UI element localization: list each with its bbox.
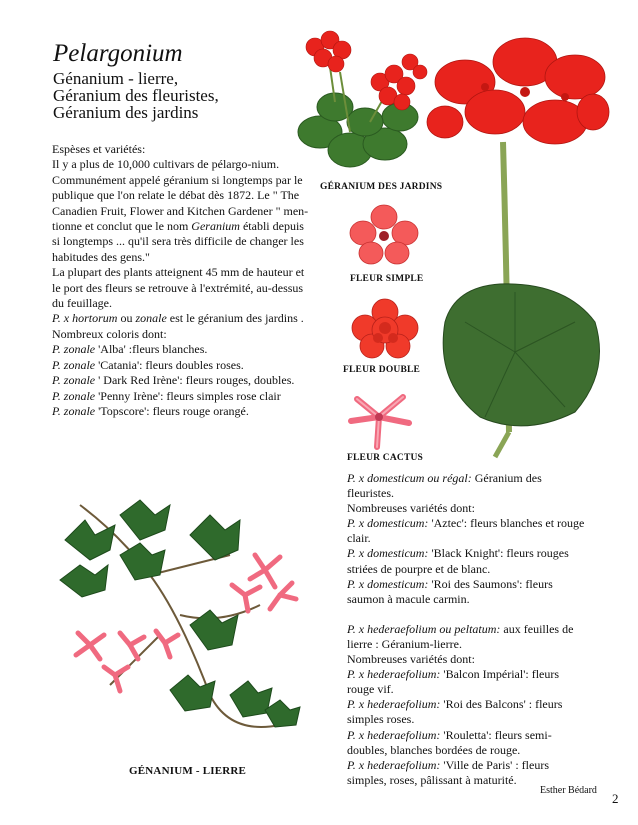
geranium-stem-illustration (425, 22, 610, 462)
variety-item (347, 728, 587, 758)
latin-name: P. x domesticum: (347, 576, 429, 591)
variety-item (52, 389, 314, 404)
variety-item (347, 577, 587, 607)
page-number: 2 (612, 791, 619, 806)
single-flower-illustration (347, 203, 421, 267)
variety-item (347, 516, 587, 546)
variety-item (347, 667, 587, 697)
latin-name: P. zonale (52, 373, 96, 388)
variety-item (52, 342, 314, 357)
latin-name: P. x hortorum (52, 311, 118, 326)
variety-text: 'Roi des Balcons' : fleurs simples roses. (347, 697, 563, 727)
caption-single-flower: FLEUR SIMPLE (350, 274, 424, 284)
variety-text: 'Roi des Saumons': fleurs saumon à macule carmin. (347, 576, 553, 606)
left-column-text (52, 142, 314, 419)
caption-ivy-geranium: GÉNANIUM - LIERRE (129, 765, 247, 777)
variety-text: ' Dark Red Irène': fleurs rouges, doubles. (95, 373, 295, 388)
intro-paragraph (52, 157, 314, 265)
cactus-flower-illustration (343, 387, 415, 451)
latin-name: P. x hederaefolium: (347, 667, 441, 682)
latin-name: P. zonale (52, 357, 96, 372)
variety-text: 'Penny Irène': fleurs simples rose clair (95, 388, 281, 403)
variety-text: 'Ville de Paris' : fleurs simples, roses, pâlissant à maturité. (347, 757, 550, 787)
varieties-intro: Nombreuses variétés dont: (347, 501, 475, 516)
variety-text: 'Balcon Impérial': fleurs rouge vif. (347, 667, 560, 697)
variety-text: 'Rouletta': fleurs semi-doubles, blanches bordées de rouge. (347, 727, 552, 757)
variety-item (52, 404, 314, 419)
caption-garden-geranium: GÉRANIUM DES JARDINS (320, 182, 443, 192)
caption-double-flower: FLEUR DOUBLE (343, 365, 421, 375)
domesticum-paragraph (347, 471, 587, 501)
variety-item (347, 758, 587, 788)
intro-text: Il y a plus de 10,000 cultivars de pélargo-nium. Communément appelé géranium si longtemps par le publique que l'on relate le débat dès 1872. Le " The Canadien Fruit, Flower and Kitchen Gardener " men-tionne et conclut que le nom (52, 157, 309, 234)
varieties-heading: Espèses et variétés: (52, 142, 146, 156)
ivy-geranium-illustration (60, 495, 320, 755)
variety-item (347, 546, 587, 576)
latin-name: P. zonale (52, 388, 96, 403)
hortorum-text: ou (117, 311, 136, 326)
latin-name: P. x domesticum: (347, 546, 429, 561)
caption-cactus-flower: FLEUR CACTUS (347, 453, 424, 463)
height-paragraph: La plupart des plants atteignent 45 mm de hauteur et le port des fleurs se retrouve à l'extrémité, au-dessus du feuillage. (52, 265, 305, 311)
hederaefolium-text: aux feuilles de lierre : Géranium-lierre. (347, 621, 574, 651)
intro-latin: Geranium (191, 219, 240, 234)
variety-text: 'Topscore': fleurs rouge orangé. (95, 403, 249, 418)
double-flower-illustration (350, 298, 420, 360)
subtitle-line: Géranium des jardins (53, 103, 199, 122)
author-credit: Esther Bédard (540, 785, 597, 796)
subtitle-line: Géranium des fleuristes, (53, 86, 219, 105)
latin-name: P. x domesticum: (347, 516, 429, 531)
variety-text: 'Catania': fleurs doubles roses. (95, 357, 244, 372)
domesticum-text: Géranium des fleuristes. (347, 471, 542, 501)
latin-name: P. zonale (52, 403, 96, 418)
varieties-intro: Nombreuses variétés dont: (347, 652, 475, 667)
variety-text: 'Aztec': fleurs blanches et rouge clair. (347, 516, 585, 546)
intro-text: établi depuis si longtemps ... qu'il sera très difficile de changer les habitudes des gens." (52, 219, 304, 264)
latin-name: zonale (135, 311, 167, 326)
latin-name: P. x hederaefolium: (347, 727, 441, 742)
page-subtitle (53, 70, 219, 121)
latin-name: P. x hederaefolium ou peltatum: (347, 621, 501, 636)
variety-text: 'Alba' :fleurs blanches. (95, 342, 208, 357)
latin-name: P. x domesticum ou régal: (347, 471, 472, 485)
variety-item (347, 697, 587, 727)
variety-text: 'Black Knight': fleurs rouges striées de pourpre et de blanc. (347, 546, 569, 576)
latin-name: P. x hederaefolium: (347, 697, 441, 712)
subtitle-line: Génanium - lierre, (53, 69, 179, 88)
latin-name: P. x hederaefolium: (347, 757, 441, 772)
hortorum-paragraph (52, 311, 314, 342)
variety-item (52, 358, 314, 373)
hederaefolium-paragraph (347, 622, 587, 652)
latin-name: P. zonale (52, 342, 96, 357)
right-column-text (347, 471, 587, 788)
variety-item (52, 373, 314, 388)
page-title: Pelargonium (53, 40, 183, 67)
hortorum-text: est le géranium des jardins . Nombreux coloris dont: (52, 311, 304, 341)
